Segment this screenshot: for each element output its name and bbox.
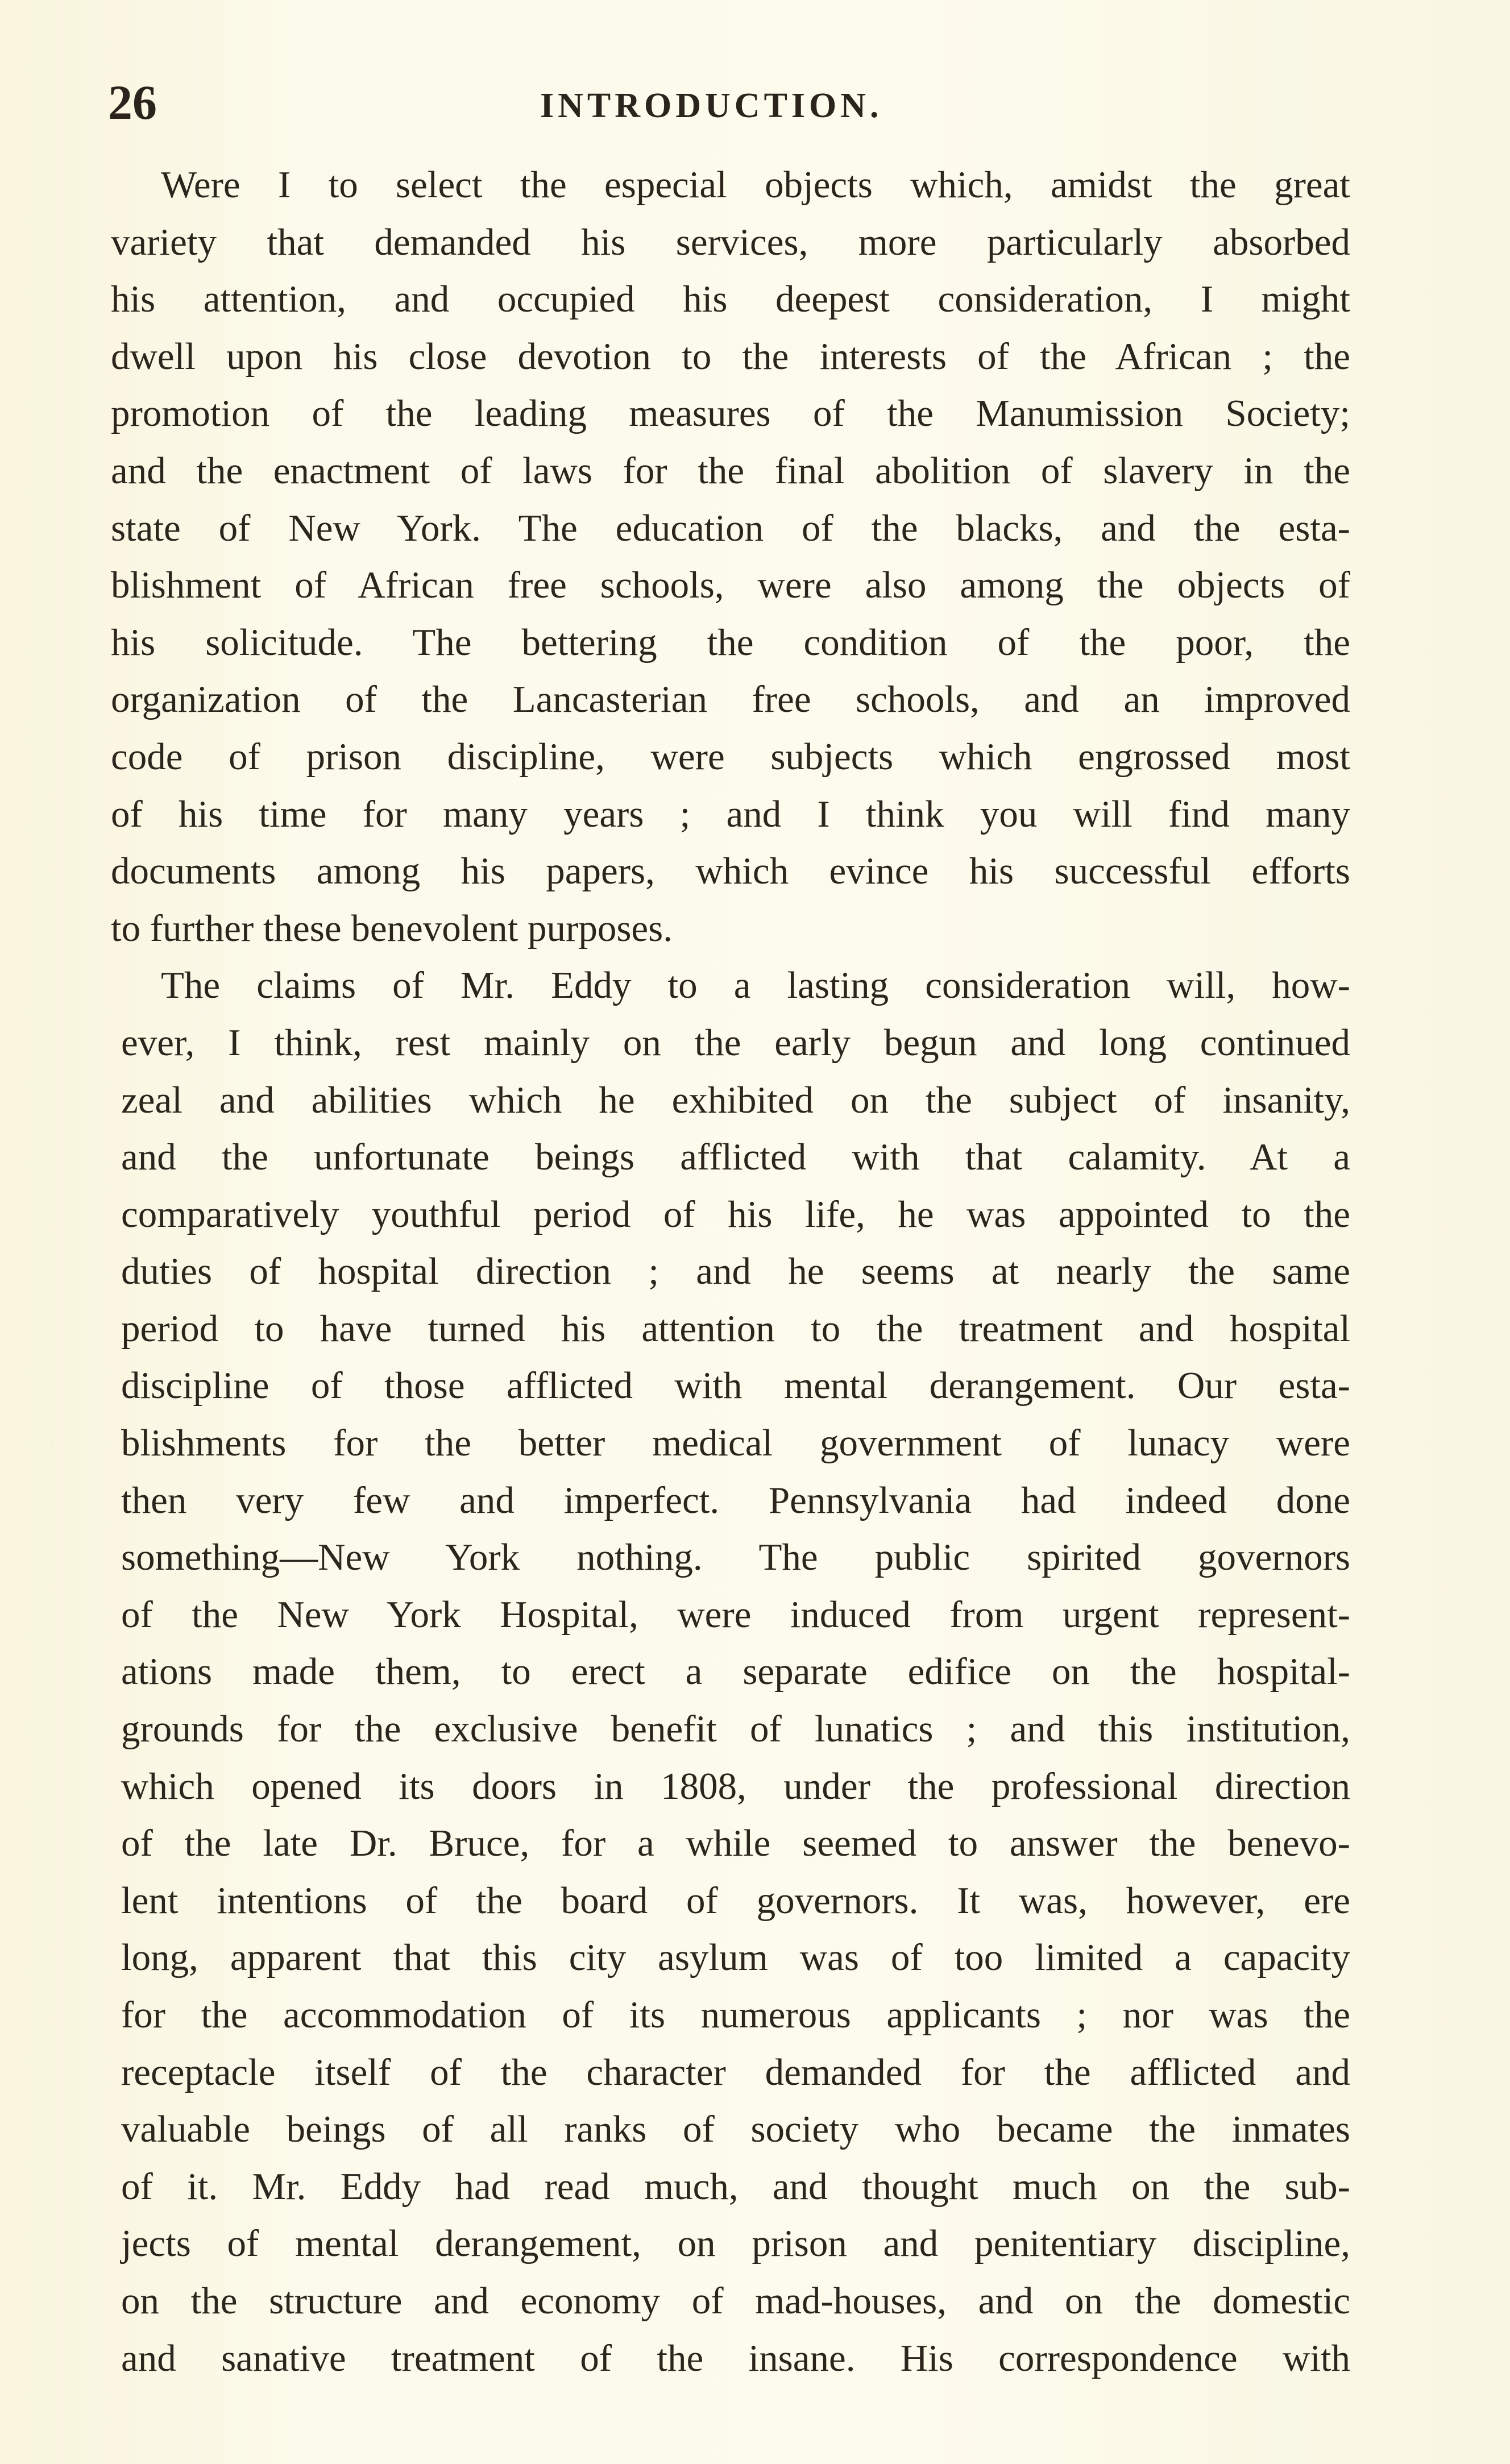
running-head: INTRODUCTION. xyxy=(540,86,883,125)
text-line: promotion of the leading measures of the Manumission Society; xyxy=(111,392,1350,435)
text-line: which opened its doors in 1808, under the professional direction xyxy=(121,1765,1350,1807)
body-text xyxy=(111,156,1350,2387)
text-line: ever, I think, rest mainly on the early begun and long continued xyxy=(121,1021,1350,1064)
text-line: grounds for the exclusive benefit of lunatics ; and this institution, xyxy=(121,1708,1350,1750)
text-line: and the enactment of laws for the final abolition of slavery in the xyxy=(111,449,1350,492)
text-line: to further these benevolent purposes. xyxy=(111,907,673,949)
text-line: receptacle itself of the character demanded for the afflicted and xyxy=(121,2051,1350,2093)
text-line: and sanative treatment of the insane. His correspondence with xyxy=(121,2337,1350,2379)
text-line: blishment of African free schools, were also among the objects of xyxy=(111,564,1350,607)
text-line: state of New York. The education of the blacks, and the esta- xyxy=(111,507,1350,549)
text-line: discipline of those afflicted with mental derangement. Our esta- xyxy=(121,1364,1350,1407)
text-line: valuable beings of all ranks of society who became the inmates xyxy=(121,2108,1350,2151)
text-line: comparatively youthful period of his life, he was appointed to the xyxy=(121,1193,1350,1235)
text-line: of it. Mr. Eddy had read much, and thought much on the sub- xyxy=(121,2165,1350,2208)
text-line: and the unfortunate beings afflicted with that calamity. At a xyxy=(121,1136,1350,1179)
text-line: of the late Dr. Bruce, for a while seemed to answer the benevo- xyxy=(121,1822,1350,1865)
text-line: variety that demanded his services, more particularly absorbed xyxy=(111,221,1350,263)
text-line: of his time for many years ; and I think you will find many xyxy=(111,793,1350,835)
text-line: his attention, and occupied his deepest consideration, I might xyxy=(111,278,1350,321)
text-line: something—New York nothing. The public spirited governors xyxy=(121,1536,1350,1579)
text-line: The claims of Mr. Eddy to a lasting consideration will, how- xyxy=(161,964,1350,1007)
text-line: then very few and imperfect. Pennsylvania had indeed done xyxy=(121,1479,1350,1521)
text-line: organization of the Lancasterian free schools, and an improved xyxy=(111,678,1350,721)
text-line: for the accommodation of its numerous applicants ; nor was the xyxy=(121,1994,1350,2036)
paragraph-1 xyxy=(111,156,1350,957)
text-line: lent intentions of the board of governors. It was, however, ere xyxy=(121,1879,1350,1922)
text-line: blishments for the better medical government of lunacy were xyxy=(121,1422,1350,1465)
text-line: duties of hospital direction ; and he seems at nearly the same xyxy=(121,1250,1350,1293)
text-line: ations made them, to erect a separate edifice on the hospital- xyxy=(121,1650,1350,1693)
page-number: 26 xyxy=(108,75,157,130)
text-line: dwell upon his close devotion to the interests of the African ; the xyxy=(111,335,1350,378)
text-line: long, apparent that this city asylum was of too limited a capacity xyxy=(121,1936,1350,1979)
text-line: period to have turned his attention to the treatment and hospital xyxy=(121,1307,1350,1350)
page-header xyxy=(108,74,1370,142)
text-line: documents among his papers, which evince his successful efforts xyxy=(111,850,1350,893)
text-line: his solicitude. The bettering the condition of the poor, the xyxy=(111,621,1350,663)
text-line: Were I to select the especial objects which, amidst the great xyxy=(161,164,1350,206)
paragraph-2 xyxy=(111,957,1350,2387)
text-line: zeal and abilities which he exhibited on the subject of insanity, xyxy=(121,1078,1350,1121)
text-line: on the structure and economy of mad-houses, and on the domestic xyxy=(121,2279,1350,2322)
text-line: jects of mental derangement, on prison and penitentiary discipline, xyxy=(121,2222,1350,2265)
text-line: code of prison discipline, were subjects which engrossed most xyxy=(111,735,1350,778)
text-line: of the New York Hospital, were induced from urgent represent- xyxy=(121,1593,1350,1636)
